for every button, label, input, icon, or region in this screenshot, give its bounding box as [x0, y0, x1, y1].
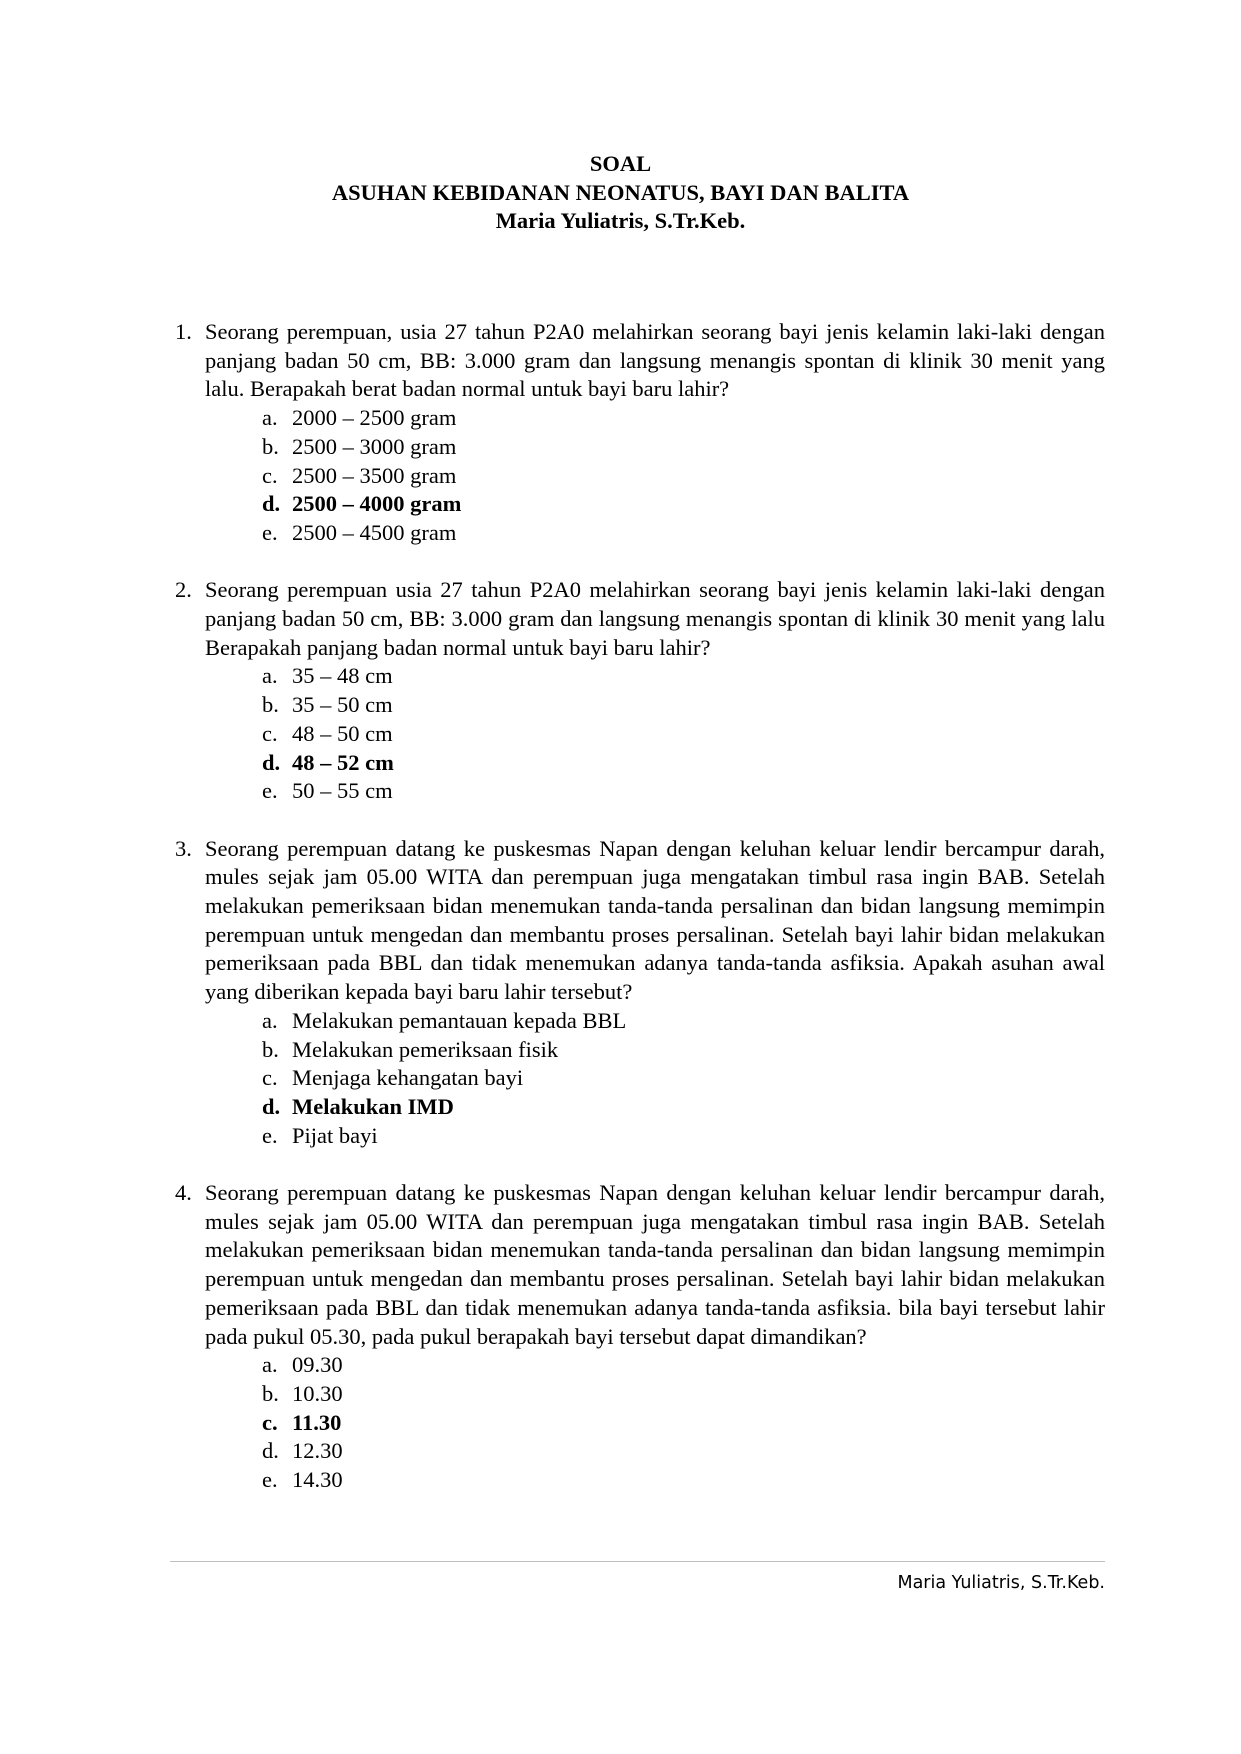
question-text: Seorang perempuan usia 27 tahun P2A0 melahirkan seorang bayi jenis kelamin laki-laki dengan panjang badan 50 cm, BB: 3.000 gram dan langsung menangis spontan di klinik 30 menit yang lalu Berapakah panjang badan normal untuk bayi baru lahir? [205, 577, 1105, 660]
question-2 [170, 576, 1105, 806]
option-letter: e. [262, 519, 278, 545]
option-text: Melakukan pemantauan kepada BBL [292, 1007, 627, 1033]
option-list [205, 662, 1105, 806]
option-letter: b. [262, 1036, 279, 1062]
option-letter: b. [262, 1380, 279, 1406]
option-list [205, 1007, 1105, 1151]
question-number: 3. [175, 835, 192, 861]
option-text: Menjaga kehangatan bayi [292, 1065, 524, 1091]
question-text: Seorang perempuan datang ke puskesmas Napan dengan keluhan keluar lendir bercampur darah, mules sejak jam 05.00 WITA dan perempuan juga mengatakan timbul rasa ingin BAB. Setelah melakukan pemeriksaan bidan menemukan tanda-tanda persalinan dan bidan langsung memimpin perempuan untuk mengedan dan membantu proses persalinan. Setelah bayi lahir bidan melakukan pemeriksaan pada BBL dan tidak menemukan adanya tanda-tanda asfiksia. Apakah asuhan awal yang diberikan kepada bayi baru lahir tersebut? [205, 835, 1105, 1005]
option-letter: b. [262, 692, 279, 718]
option-text: 2500 – 3000 gram [292, 433, 457, 459]
option-letter: d. [262, 749, 281, 775]
option-a [262, 1007, 1105, 1036]
option-b [262, 1036, 1105, 1065]
option-letter: d. [262, 1438, 279, 1464]
option-letter: d. [262, 1093, 281, 1119]
option-text: 48 – 50 cm [292, 720, 393, 746]
option-a [262, 1351, 1105, 1380]
option-d-answer [262, 1093, 1105, 1122]
option-b [262, 433, 1105, 462]
option-c [262, 462, 1105, 491]
option-text: 12.30 [292, 1438, 343, 1464]
question-list [170, 318, 1105, 1523]
option-letter: e. [262, 1122, 278, 1148]
question-number: 4. [175, 1180, 192, 1206]
option-letter: c. [262, 1065, 278, 1091]
option-text: 09.30 [292, 1352, 343, 1378]
option-letter: a. [262, 1352, 278, 1378]
document-header [0, 150, 1241, 236]
option-a [262, 404, 1105, 433]
option-e [262, 1466, 1105, 1495]
question-4 [170, 1179, 1105, 1495]
option-letter: e. [262, 778, 278, 804]
option-c-answer [262, 1409, 1105, 1438]
option-text: 14.30 [292, 1467, 343, 1493]
option-b [262, 691, 1105, 720]
option-list [205, 404, 1105, 548]
option-letter: c. [262, 462, 278, 488]
option-c [262, 720, 1105, 749]
option-text: 11.30 [292, 1409, 342, 1435]
option-list [205, 1351, 1105, 1495]
option-letter: c. [262, 1409, 278, 1435]
footer-author: Maria Yuliatris, S.Tr.Keb. [897, 1573, 1105, 1593]
option-text: 50 – 55 cm [292, 778, 393, 804]
option-letter: a. [262, 1007, 278, 1033]
option-text: 10.30 [292, 1380, 343, 1406]
option-text: 2000 – 2500 gram [292, 405, 457, 431]
question-text: Seorang perempuan, usia 27 tahun P2A0 melahirkan seorang bayi jenis kelamin laki-laki dengan panjang badan 50 cm, BB: 3.000 gram dan langsung menangis spontan di klinik 30 menit yang lalu. Berapakah berat badan normal untuk bayi baru lahir? [205, 319, 1105, 402]
option-text: 2500 – 4500 gram [292, 519, 457, 545]
header-title: SOAL [589, 151, 652, 176]
footer-divider [170, 1561, 1105, 1562]
option-text: Melakukan pemeriksaan fisik [292, 1036, 559, 1062]
option-letter: c. [262, 720, 278, 746]
header-author: Maria Yuliatris, S.Tr.Keb. [495, 208, 746, 234]
option-b [262, 1380, 1105, 1409]
option-letter: a. [262, 663, 278, 689]
option-letter: d. [262, 491, 281, 517]
option-d-answer [262, 749, 1105, 778]
question-3 [170, 835, 1105, 1151]
option-e [262, 1122, 1105, 1151]
question-1 [170, 318, 1105, 548]
option-c [262, 1064, 1105, 1093]
question-text: Seorang perempuan datang ke puskesmas Napan dengan keluhan keluar lendir bercampur darah, mules sejak jam 05.00 WITA dan perempuan juga mengatakan timbul rasa ingin BAB. Setelah melakukan pemeriksaan bidan menemukan tanda-tanda persalinan dan bidan langsung memimpin perempuan untuk mengedan dan membantu proses persalinan. Setelah bayi lahir bidan melakukan pemeriksaan pada BBL dan tidak menemukan adanya tanda-tanda asfiksia. bila bayi tersebut lahir pada pukul 05.30, pada pukul berapakah bayi tersebut dapat dimandikan? [205, 1180, 1105, 1349]
option-text: Pijat bayi [292, 1122, 378, 1148]
option-text: 35 – 48 cm [292, 663, 393, 689]
question-number: 1. [175, 319, 192, 344]
option-text: 2500 – 4000 gram [292, 491, 462, 517]
option-a [262, 662, 1105, 691]
question-number: 2. [175, 577, 192, 603]
option-text: 2500 – 3500 gram [292, 462, 457, 488]
option-text: 48 – 52 cm [292, 749, 394, 775]
option-letter: e. [262, 1467, 278, 1493]
option-e [262, 777, 1105, 806]
option-letter: a. [262, 405, 278, 431]
header-subtitle: ASUHAN KEBIDANAN NEONATUS, BAYI DAN BALITA [331, 179, 910, 205]
option-d-answer [262, 490, 1105, 519]
option-e [262, 519, 1105, 548]
option-text: Melakukan IMD [292, 1093, 454, 1119]
option-text: 35 – 50 cm [292, 692, 393, 718]
option-d [262, 1437, 1105, 1466]
option-letter: b. [262, 433, 279, 459]
